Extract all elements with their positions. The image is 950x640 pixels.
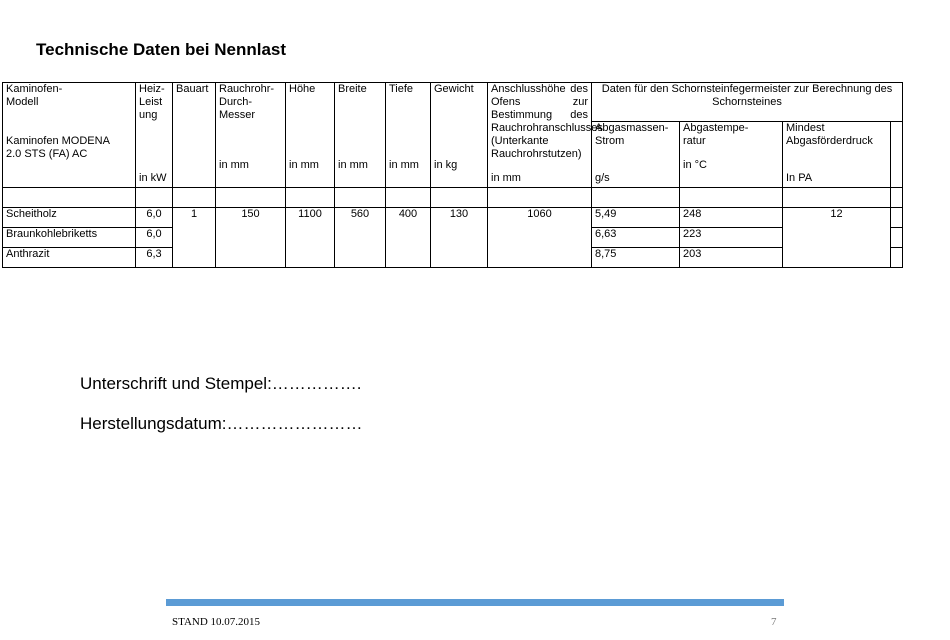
header-weight-unit: in kg xyxy=(434,159,458,171)
draught-cell: 12 xyxy=(783,208,891,268)
header-power-unit: in kW xyxy=(139,172,167,184)
header-massflow xyxy=(592,122,680,188)
extra-cell xyxy=(891,248,903,268)
height-cell: 1100 xyxy=(286,208,335,268)
type-cell: 1 xyxy=(173,208,216,268)
extra-cell xyxy=(891,228,903,248)
header-massflow-label: Abgasmassen- Strom xyxy=(595,122,669,148)
footer-divider xyxy=(166,599,784,606)
header-draught-label: Mindest Abgasförderdruck xyxy=(786,122,873,148)
fuel-cell: Scheitholz xyxy=(3,208,136,228)
footer-stand-date: STAND 10.07.2015 xyxy=(172,616,261,628)
header-massflow-unit: g/s xyxy=(595,172,610,184)
header-width-unit: in mm xyxy=(338,159,368,171)
width-cell: 560 xyxy=(335,208,386,268)
header-chimney-group: Daten für den Schornsteinfegermeister zur Berechnung des Schornsteines xyxy=(592,83,903,122)
fuel-cell: Braunkohlebriketts xyxy=(3,228,136,248)
header-connection-label: Anschlusshöhe des Ofens zur Bestimmung des Rauchrohranschlusses (Unterkante Rauchrohrstutzen) xyxy=(491,83,603,160)
header-temp-unit: in °C xyxy=(683,159,707,171)
header-flue-unit: in mm xyxy=(219,159,249,171)
table-spacer-row xyxy=(3,188,903,208)
temp-cell: 203 xyxy=(680,248,783,268)
page-title: Technische Daten bei Nennlast xyxy=(36,40,287,59)
header-temp-label: Abgastempe- ratur xyxy=(683,122,749,148)
header-height xyxy=(286,83,335,188)
header-depth-label: Tiefe xyxy=(389,83,414,95)
temp-cell: 223 xyxy=(680,228,783,248)
header-depth-unit: in mm xyxy=(389,159,419,171)
fuel-cell: Anthrazit xyxy=(3,248,136,268)
massflow-cell: 6,63 xyxy=(592,228,680,248)
header-weight-label: Gewicht xyxy=(434,83,474,95)
power-cell: 6,3 xyxy=(136,248,173,268)
depth-cell: 400 xyxy=(386,208,431,268)
temp-cell: 248 xyxy=(680,208,783,228)
header-power-label: Heiz- Leist ung xyxy=(139,83,165,121)
header-height-unit: in mm xyxy=(289,159,319,171)
manufacturing-date-line: Herstellungsdatum:…………………… xyxy=(80,414,363,433)
header-height-label: Höhe xyxy=(289,83,316,95)
header-depth xyxy=(386,83,431,188)
massflow-cell: 8,75 xyxy=(592,248,680,268)
signature-line: Unterschrift und Stempel:……………. xyxy=(80,374,362,393)
header-type-label: Bauart xyxy=(176,83,209,95)
header-connection-unit: in mm xyxy=(491,172,521,184)
power-cell: 6,0 xyxy=(136,228,173,248)
massflow-cell: 5,49 xyxy=(592,208,680,228)
technical-data-table xyxy=(2,82,903,268)
header-width-label: Breite xyxy=(338,83,367,95)
header-weight xyxy=(431,83,488,188)
header-model xyxy=(3,83,136,188)
connection-cell: 1060 xyxy=(488,208,592,268)
header-power xyxy=(136,83,173,188)
table-row xyxy=(3,208,903,228)
header-draught xyxy=(783,122,891,188)
flue-cell: 150 xyxy=(216,208,286,268)
header-flue xyxy=(216,83,286,188)
power-cell: 6,0 xyxy=(136,208,173,228)
model-name: Kaminofen MODENA 2.0 STS (FA) AC xyxy=(6,135,110,160)
header-width xyxy=(335,83,386,188)
weight-cell: 130 xyxy=(431,208,488,268)
header-temp xyxy=(680,122,783,188)
extra-cell xyxy=(891,208,903,228)
header-extra-col xyxy=(891,122,903,188)
page-number: 7 xyxy=(771,616,777,628)
header-model-label: Kaminofen- Modell xyxy=(6,83,63,108)
header-type xyxy=(173,83,216,188)
header-flue-label: Rauchrohr- Durch- Messer xyxy=(219,83,275,121)
header-draught-unit: In PA xyxy=(786,172,813,184)
